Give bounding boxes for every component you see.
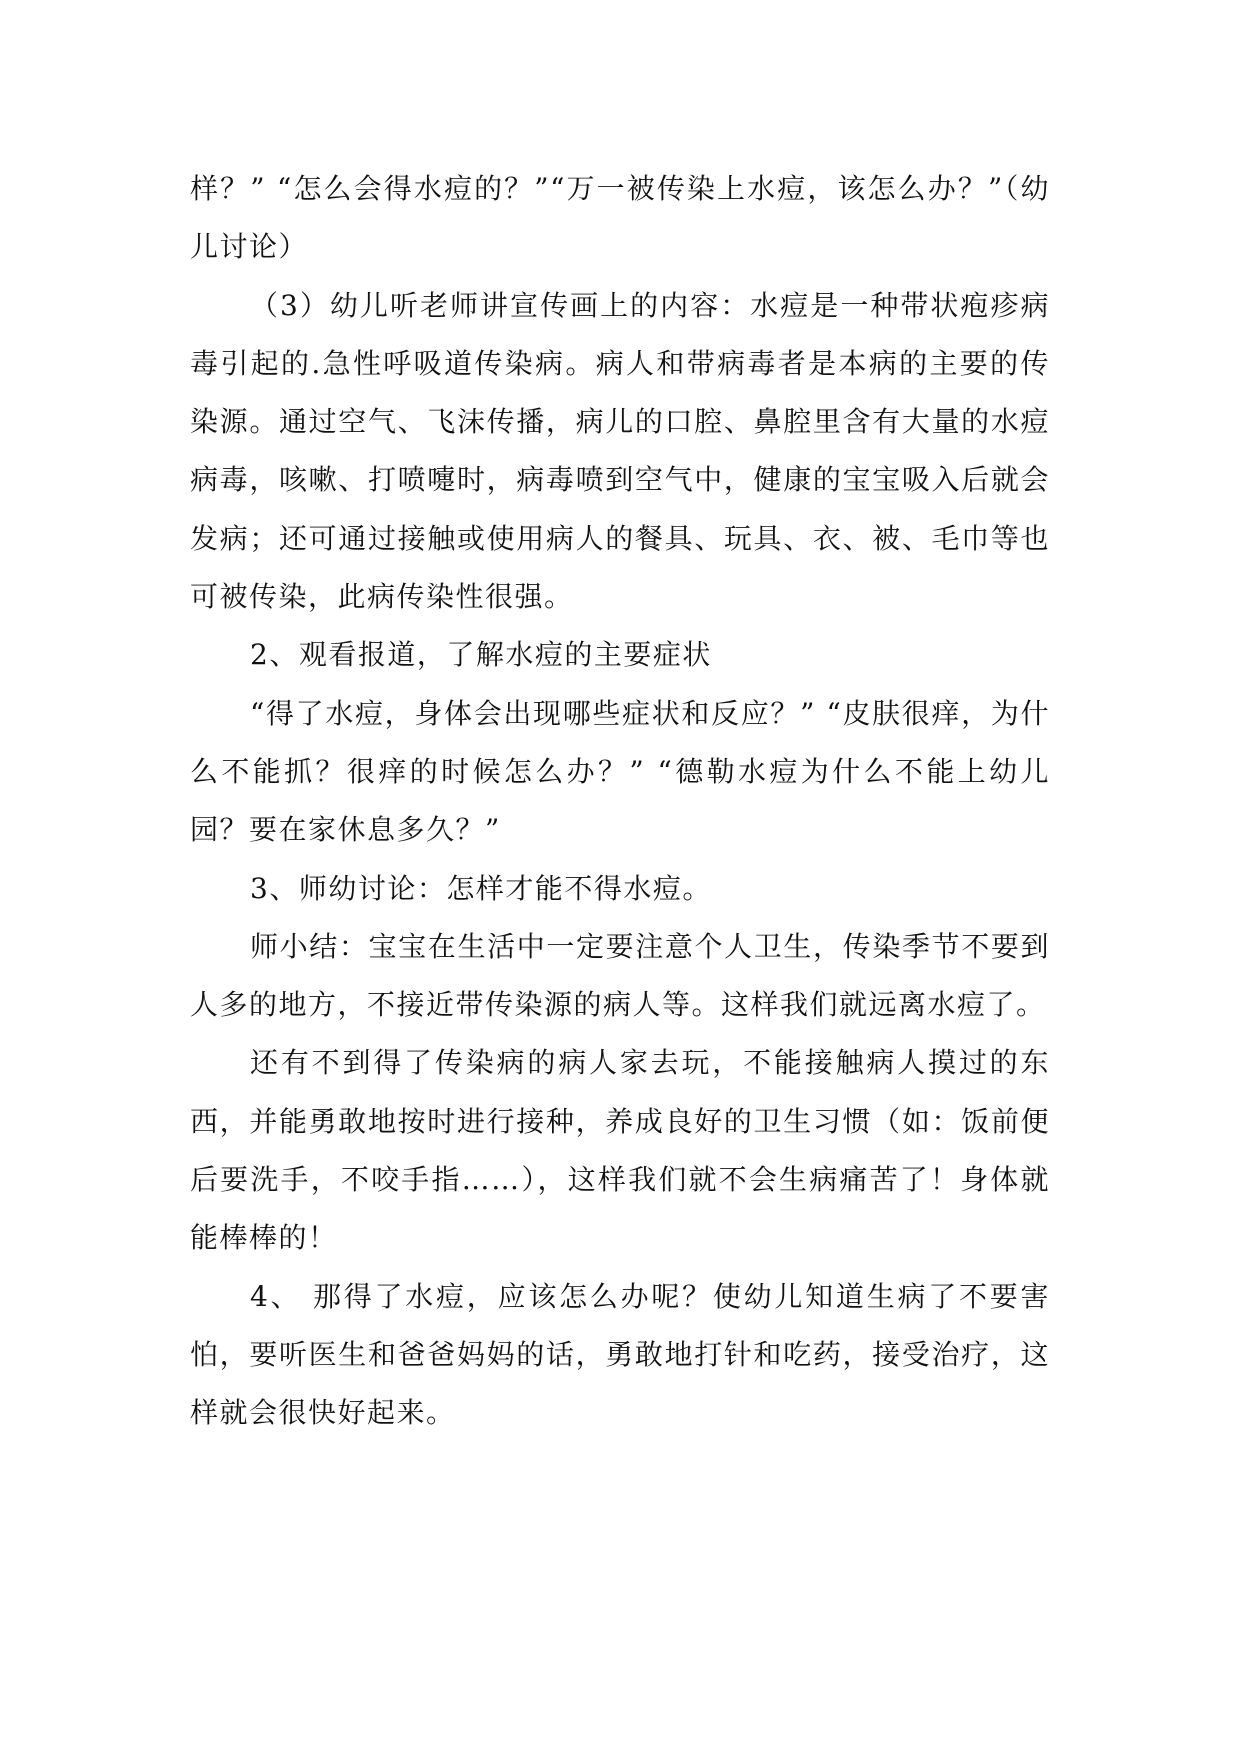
- paragraph-varicella-explanation: （3）幼儿听老师讲宣传画上的内容：水痘是一种带状疱疹病毒引起的.急性呼吸道传染病。病人和带病毒者是本病的主要的传染源。通过空气、飞沫传播，病儿的口腔、鼻腔里含有大量的水痘病毒，咳嗽、打喷嚏时，病毒喷到空气中，健康的宝宝吸入后就会发病；还可通过接触或使用病人的餐具、玩具、衣、被、毛巾等也可被传染，此病传染性很强。: [190, 288, 1050, 614]
- paragraph-continuation: 样？” “怎么会得水痘的？”“万一被传染上水痘，该怎么办？”（幼儿讨论）: [190, 172, 1050, 264]
- paragraph-what-to-do: 4、 那得了水痘，应该怎么办呢？使幼儿知道生病了不要害怕，要听医生和爸爸妈妈的话，勇敢地打针和吃药，接受治疗，这样就会很快好起来。: [190, 1279, 1050, 1430]
- section-heading-symptoms: 2、观看报道，了解水痘的主要症状: [250, 638, 712, 672]
- paragraph-hygiene-habits: 还有不到得了传染病的病人家去玩，不能接触病人摸过的东西，并能勇敢地按时进行接种，养成良好的卫生习惯（如：饭前便后要洗手，不咬手指……），这样我们就不会生病痛苦了！身体就能棒棒的！: [190, 1046, 1050, 1255]
- paragraph-teacher-summary: 师小结：宝宝在生活中一定要注意个人卫生，传染季节不要到人多的地方，不接近带传染源的病人等。这样我们就远离水痘了。: [190, 929, 1050, 1022]
- section-heading-discussion: 3、师幼讨论：怎样才能不得水痘。: [250, 871, 712, 905]
- paragraph-symptom-questions: “得了水痘，身体会出现哪些症状和反应？” “皮肤很痒，为什么不能抓？很痒的时候怎么办？” “德勒水痘为什么不能上幼儿园？要在家休息多久？”: [190, 696, 1050, 847]
- document-body: [190, 160, 1050, 1443]
